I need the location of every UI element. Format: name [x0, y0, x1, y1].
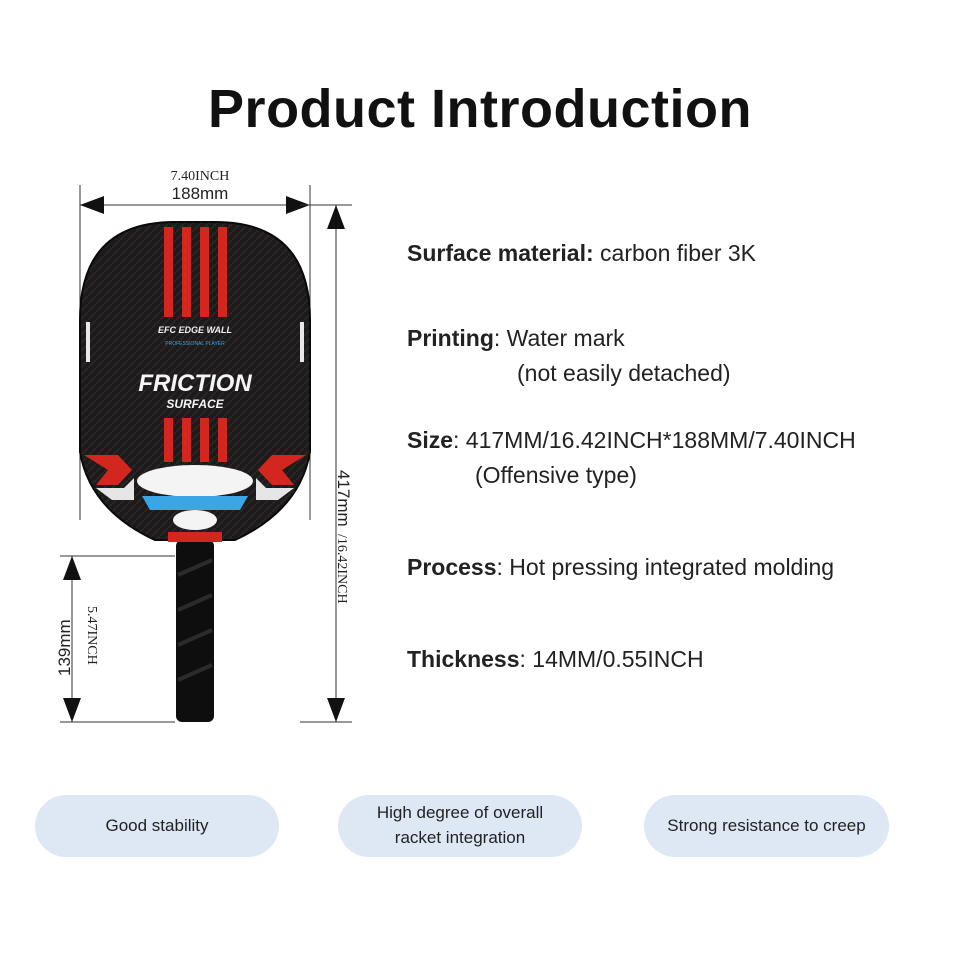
feature-integration	[338, 795, 582, 857]
spec-surface-material	[407, 240, 756, 267]
spec-key: Thickness	[407, 646, 520, 672]
spec-note: (not easily detached)	[517, 360, 731, 386]
spec-key: Size	[407, 427, 454, 453]
feature-good-stability	[35, 795, 279, 857]
feature-creep-resistance	[644, 795, 889, 857]
spec-value: carbon fiber 3K	[593, 240, 757, 266]
length-mm-label: 417mm	[334, 470, 353, 527]
spec-value: : Hot pressing integrated molding	[496, 554, 835, 580]
spec-key: Printing	[407, 325, 494, 351]
feature-line: Strong resistance to creep	[667, 815, 866, 835]
feature-line: Good stability	[105, 815, 209, 835]
spec-key: Process	[407, 554, 497, 580]
spec-value: : Water mark	[493, 325, 625, 351]
feature-line: racket integration	[394, 828, 526, 847]
handle-inch-label: 5.47INCH	[84, 606, 99, 665]
spec-key: Surface material:	[407, 240, 594, 266]
spec-thickness	[407, 646, 704, 673]
spec-value: : 417MM/16.42INCH*188MM/7.40INCH	[453, 427, 856, 453]
spec-value: : 14MM/0.55INCH	[519, 646, 704, 672]
brand-surface: SURFACE	[166, 397, 224, 411]
edge-small-text: PROFESSIONAL PLAYER	[165, 341, 225, 347]
paddle-image	[80, 222, 310, 722]
spec-size	[407, 427, 856, 489]
width-mm-label: 188mm	[171, 184, 229, 203]
brand-friction: FRICTION	[138, 370, 252, 397]
handle-mm-label: 139mm	[55, 619, 74, 676]
page-title: Product Introduction	[208, 79, 752, 139]
edge-wall-text: EFC EDGE WALL	[158, 325, 232, 335]
spec-note: (Offensive type)	[475, 462, 637, 488]
feature-line: High degree of overall	[376, 803, 544, 823]
handle-dimension	[55, 556, 175, 722]
spec-printing	[407, 325, 731, 387]
length-inch-label: /16.42INCH	[334, 534, 349, 604]
spec-process	[407, 554, 834, 581]
width-inch-label: 7.40INCH	[170, 169, 230, 184]
